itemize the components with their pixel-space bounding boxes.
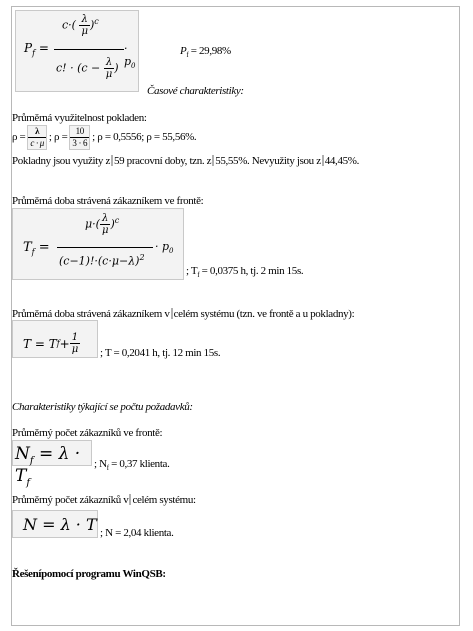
rho-label: ρ = [12,130,26,143]
nf-result-value: = 0,37 klienta. [108,458,170,470]
pf-tail: · p [124,42,132,68]
queue-time-title: Průměrná doba strávená zákazníkem ve frontě: [12,195,204,207]
t-formula-frac-den: μ [71,344,79,355]
pf-formula-lhs: P [24,41,33,55]
t-formula-sub: f [56,339,60,348]
pf-num-lambda: λ [79,14,90,26]
time-characteristics-heading: Časové charakteristiky: [147,85,244,97]
utilization-sentence-d: 44,45%. [324,155,359,167]
pf-result-value: = 29,98% [188,45,231,57]
t-formula-image [12,320,98,358]
nf-result-sub: f [106,464,109,473]
system-count-title-b: celém systému: [132,494,196,506]
pf-den-c2: c − [81,61,101,75]
utilization-sentence-c: 55,55%. Nevyužity jsou z [215,155,321,167]
system-count-title [12,494,196,507]
text-marker [111,155,113,166]
tf-lhs: T [23,240,32,255]
pf-den-c: c! · [56,61,78,75]
system-time-title-a: Průměrná doba strávená zákazníkem v [12,308,170,320]
t-formula-frac-num: 1 [70,332,81,344]
pf-result [180,45,231,62]
rho-frac1-den: c · μ [30,137,44,148]
nf-formula-sub: f [29,455,34,467]
rho-fraction-2 [69,125,90,150]
pf-formula-equals: = [38,41,49,55]
n-result: ; N = 2,04 klienta. [100,527,174,539]
pf-formula-lhs-sub: f [32,48,36,58]
pf-den-lambda: λ [104,57,115,69]
tf-result-label: ; T [186,265,198,277]
utilization-sentence-b: 59 pracovní doby, tzn. z [113,155,212,167]
pf-den-mu: μ [105,69,113,80]
t-formula-plus: + [59,336,70,351]
pf-fraction-bar [54,49,124,50]
tf-result [186,265,303,282]
tf-result-value: = 0,0375 h, tj. 2 min 15s. [199,265,304,277]
n-formula-image [12,510,98,538]
n-formula: N = λ · T [23,515,97,534]
rho-label-2: ; ρ = [48,130,68,143]
nf-formula-b: = λ · T [15,444,81,487]
pf-result-label: P [180,45,187,57]
utilization-title: Průměrná využitelnost pokladen: [12,112,147,124]
system-time-title-b: celém systému (tzn. ve frontě a u pokladny): [173,308,355,320]
queue-count-title: Průměrný počet zákazníků ve frontě: [12,427,163,439]
pf-formula-image: $P_f$ = c·( $\frac{\lambda}{\mu}$ )$^c$ · $p_0$ c! · (c − $\frac{\lambda}{\mu}$ ) [15,10,139,92]
text-marker [322,155,324,166]
nf-formula-sub2: f [26,477,31,489]
utilization-sentence-a: Pokladny jsou využity z [12,155,110,167]
tf-lhs-sub: f [31,247,35,257]
pf-num-c: c [62,18,69,32]
pf-result-sub: f [186,51,189,60]
rho-frac1-num: λ [28,126,46,138]
pf-tail-sub: 0 [131,62,136,71]
text-marker [212,155,214,166]
utilization-formula-line [12,125,196,149]
nf-formula-a: N [15,444,30,464]
t-result: ; T = 0,2041 h, tj. 12 min 15s. [100,347,221,359]
winqsb-heading: Řešenípomocí programu WinQSB: [12,568,166,580]
nf-result-label: ; N [94,458,107,470]
rho-result: ; ρ = 0,5556; ρ = 55,56%. [92,130,197,143]
text-marker [171,308,173,319]
utilization-sentence [12,155,359,168]
tf-result-sub: f [197,271,200,280]
pf-num-exp: c [94,16,99,26]
system-count-title-a: Průměrný počet zákazníků v [12,494,129,506]
rho-frac2-den: 3 · 6 [72,137,88,148]
pf-num-mu: μ [81,26,88,37]
document-page [11,6,460,626]
tf-formula-image: $T_f$ = μ·( $\frac{\lambda}{\mu}$ )$^c$ · $p_0$ $(c-1)!\cdot(c\cdot\mu-\lambda)^2$ [12,208,184,280]
rho-frac2-num: 10 [70,126,89,138]
t-formula-lhs: T = T [23,336,57,351]
nf-result [94,458,169,475]
rho-fraction-1 [27,125,47,150]
nf-formula-image [12,440,92,489]
count-characteristics-heading: Charakteristiky týkající se počtu požadavků: [12,401,193,413]
